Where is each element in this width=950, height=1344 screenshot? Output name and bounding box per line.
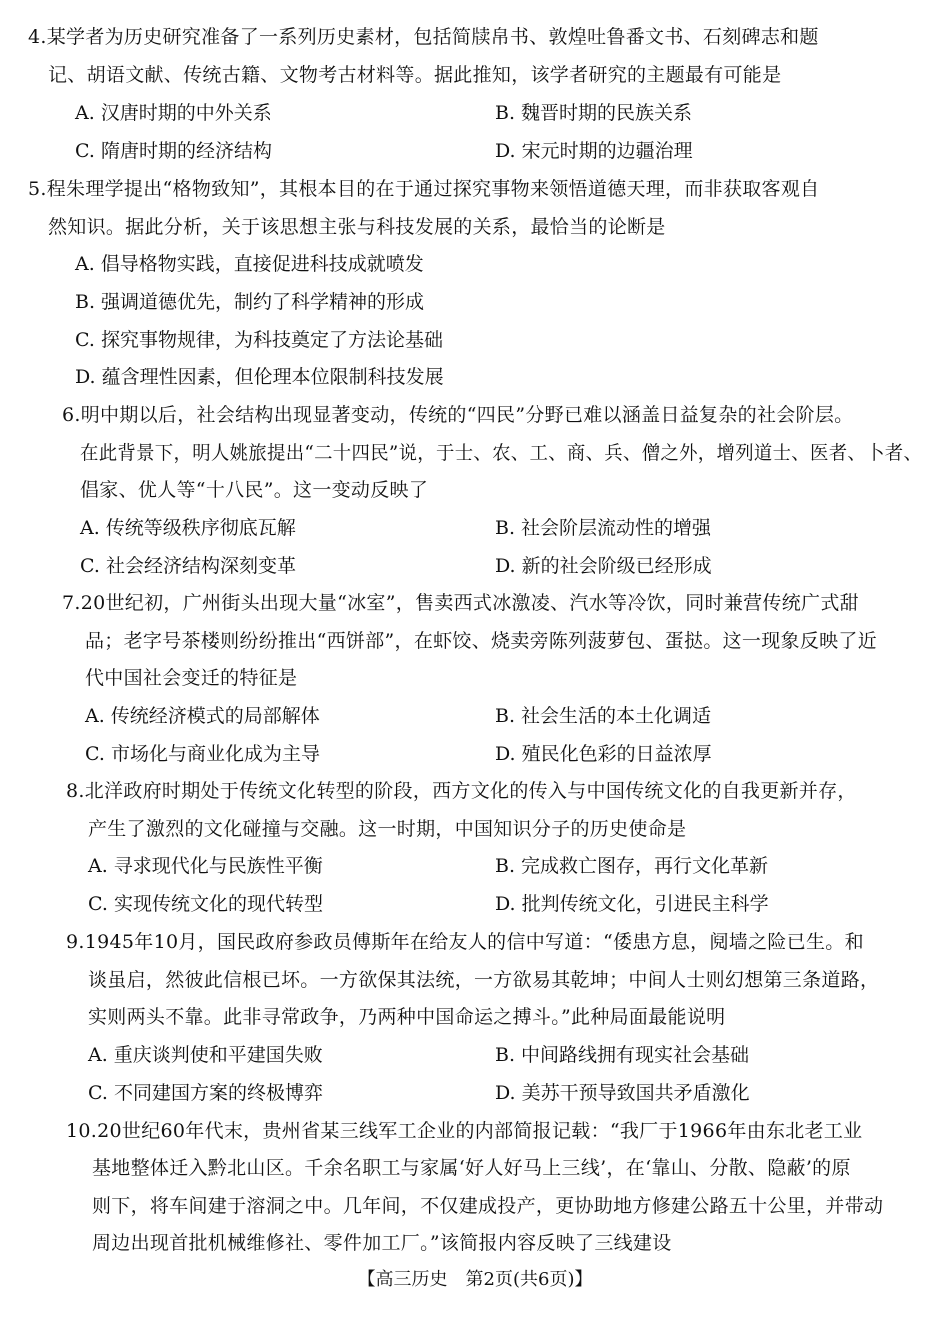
question-6-line-1: 6.明中期以后，社会结构出现显著变动，传统的“四民”分野已难以涵盖日益复杂的社会阶层。 <box>62 404 854 426</box>
question-7-line-1: 7.20世纪初，广州街头出现大量“冰室”，售卖西式冰激凌、汽水等冷饮，同时兼营传统广式甜 <box>62 592 859 614</box>
question-8-option-b[interactable]: B. 完成救亡图存，再行文化革新 <box>495 855 769 877</box>
question-7-option-b[interactable]: B. 社会生活的本土化调适 <box>495 705 712 727</box>
question-9-line-1: 9.1945年10月，国民政府参政员傅斯年在给友人的信中写道：“倭患方息，阋墙之险已生。和 <box>66 931 864 953</box>
question-8-line-1: 8.北洋政府时期处于传统文化转型的阶段，西方文化的传入与中国传统文化的自我更新并存， <box>66 780 857 802</box>
question-8-option-a[interactable]: A. 寻求现代化与民族性平衡 <box>88 855 323 877</box>
question-6-option-b[interactable]: B. 社会阶层流动性的增强 <box>495 517 712 539</box>
page-footer: 【高三历史 第2页(共6页)】 <box>357 1269 593 1290</box>
question-5-line-2: 然知识。据此分析，关于该思想主张与科技发展的关系，最恰当的论断是 <box>48 216 666 238</box>
question-4-line-1: 4.某学者为历史研究准备了一系列历史素材，包括简牍帛书、敦煌吐鲁番文书、石刻碑志和题 <box>28 26 819 48</box>
question-8-option-c[interactable]: C. 实现传统文化的现代转型 <box>88 893 323 915</box>
question-8-option-d[interactable]: D. 批判传统文化，引进民主科学 <box>495 893 769 915</box>
question-7-option-c[interactable]: C. 市场化与商业化成为主导 <box>85 743 320 765</box>
question-6-line-2: 在此背景下，明人姚旅提出“二十四民”说，于士、农、工、商、兵、僧之外，增列道士、医者、卜者、 <box>80 442 923 464</box>
question-6-option-a[interactable]: A. 传统等级秩序彻底瓦解 <box>80 517 296 539</box>
question-9-line-2: 谈虽启，然彼此信根已坏。一方欲保其法统，一方欲易其乾坤；中间人士则幻想第三条道路， <box>88 969 880 991</box>
question-8-line-2: 产生了激烈的文化碰撞与交融。这一时期，中国知识分子的历史使命是 <box>88 818 687 840</box>
question-10-line-1: 10.20世纪60年代末，贵州省某三线军工企业的内部简报记载：“我厂于1966年由东北老工业 <box>66 1120 863 1142</box>
question-10-line-2: 基地整体迁入黔北山区。千余名职工与家属‘好人好马上三线’，在‘靠山、分散、隐蔽’的原 <box>92 1157 851 1179</box>
question-10-line-4: 周边出现首批机械维修社、零件加工厂。”该简报内容反映了三线建设 <box>92 1232 672 1254</box>
question-9-option-d[interactable]: D. 美苏干预导致国共矛盾激化 <box>495 1082 750 1104</box>
question-9-option-b[interactable]: B. 中间路线拥有现实社会基础 <box>495 1044 750 1066</box>
question-6-option-d[interactable]: D. 新的社会阶级已经形成 <box>495 555 712 577</box>
question-7-line-2: 品；老字号茶楼则纷纷推出“西饼部”，在虾饺、烧卖旁陈列菠萝包、蛋挞。这一现象反映了近 <box>85 630 878 652</box>
question-9-option-a[interactable]: A. 重庆谈判使和平建国失败 <box>88 1044 323 1066</box>
question-5-option-a[interactable]: A. 倡导格物实践，直接促进科技成就喷发 <box>75 253 424 275</box>
question-5-line-1: 5.程朱理学提出“格物致知”，其根本目的在于通过探究事物来领悟道德天理，而非获取客观自 <box>28 178 820 200</box>
question-7-option-d[interactable]: D. 殖民化色彩的日益浓厚 <box>495 743 712 765</box>
question-4-option-a[interactable]: A. 汉唐时期的中外关系 <box>75 102 272 124</box>
question-7-line-3: 代中国社会变迁的特征是 <box>85 667 298 689</box>
question-10-line-3: 则下，将车间建于溶洞之中。几年间，不仅建成投产，更协助地方修建公路五十公里，并带动 <box>92 1195 884 1217</box>
question-9-line-3: 实则两头不靠。此非寻常政争，乃两种中国命运之搏斗。”此种局面最能说明 <box>88 1006 726 1028</box>
question-6-line-3: 倡家、优人等“十八民”。这一变动反映了 <box>80 479 429 501</box>
question-6-option-c[interactable]: C. 社会经济结构深刻变革 <box>80 555 296 577</box>
question-5-option-c[interactable]: C. 探究事物规律，为科技奠定了方法论基础 <box>75 329 443 351</box>
question-4-option-d[interactable]: D. 宋元时期的边疆治理 <box>495 140 693 162</box>
question-5-option-d[interactable]: D. 蕴含理性因素，但伦理本位限制科技发展 <box>75 366 444 388</box>
question-9-option-c[interactable]: C. 不同建国方案的终极博弈 <box>88 1082 323 1104</box>
question-5-option-b[interactable]: B. 强调道德优先，制约了科学精神的形成 <box>75 291 425 313</box>
question-4-line-2: 记、胡语文献、传统古籍、文物考古材料等。据此推知，该学者研究的主题最有可能是 <box>48 64 782 86</box>
question-4-option-c[interactable]: C. 隋唐时期的经济结构 <box>75 140 272 162</box>
question-7-option-a[interactable]: A. 传统经济模式的局部解体 <box>85 705 320 727</box>
question-4-option-b[interactable]: B. 魏晋时期的民族关系 <box>495 102 693 124</box>
